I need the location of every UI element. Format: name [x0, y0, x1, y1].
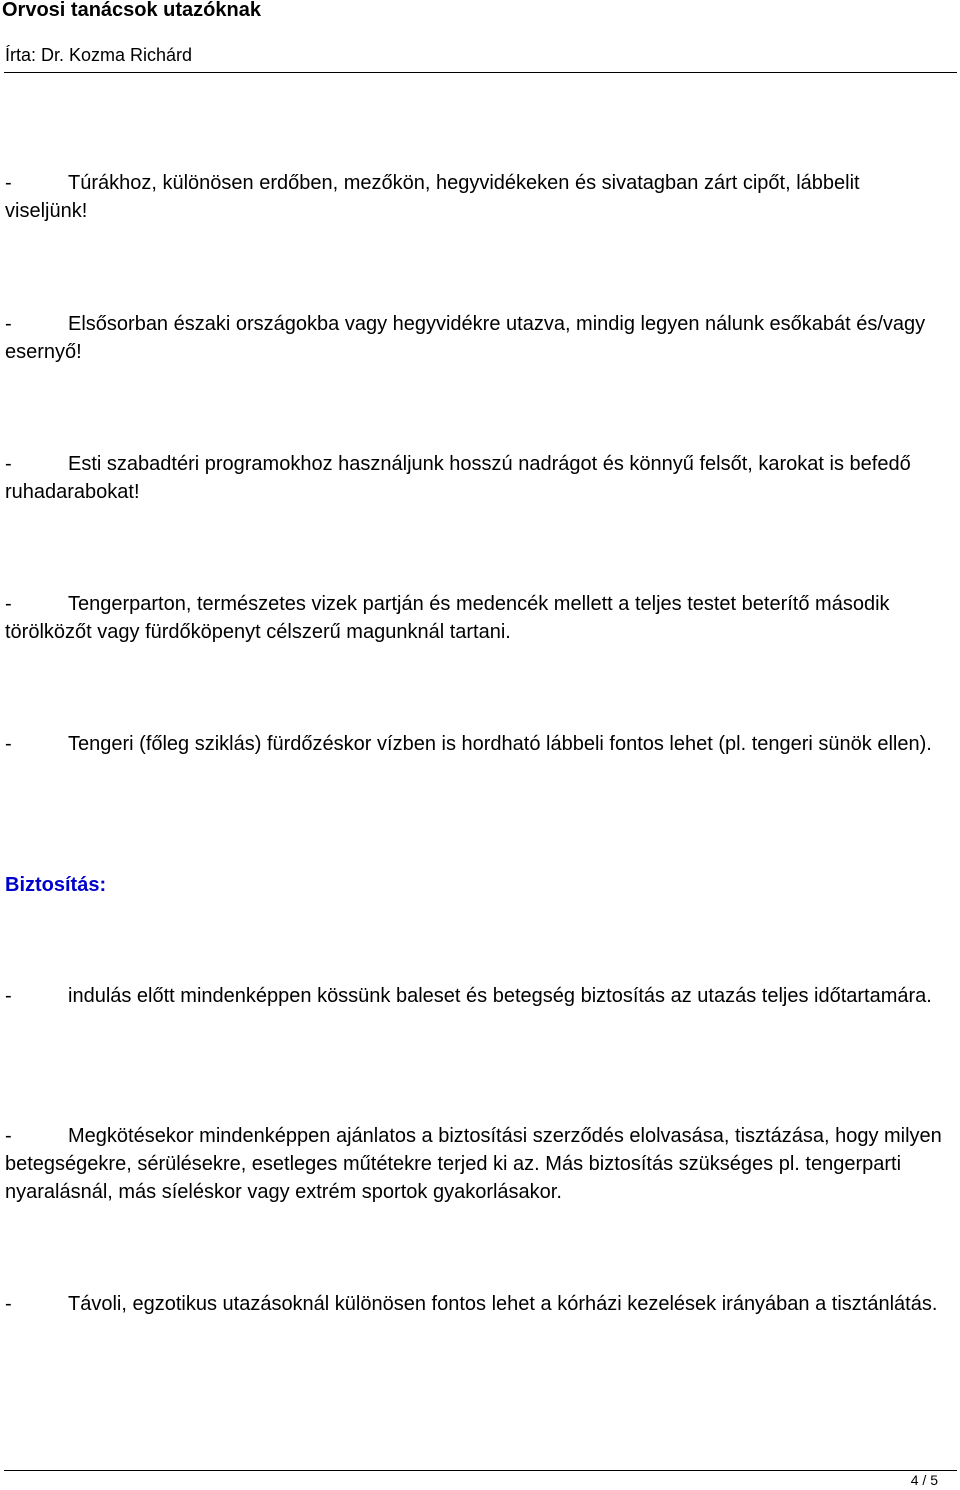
footer-divider: [4, 1470, 957, 1471]
page-number: 4 / 5: [910, 1472, 938, 1488]
document-author: Írta: Dr. Kozma Richárd: [5, 45, 193, 65]
paragraph-text: Távoli, egzotikus utazásoknál különösen fontos lehet a kórházi kezelések irányában a tisztánlátás.: [68, 1293, 938, 1315]
paragraph-text: Elsősorban északi országokba vagy hegyvidékre utazva, mindig legyen nálunk esőkabát és/vagy esernyő!: [5, 313, 926, 363]
header-divider: [4, 72, 957, 73]
paragraph-raincoat: [5, 310, 945, 366]
bullet-dash: -: [5, 172, 12, 194]
paragraph-insurance-contract: [5, 1122, 945, 1206]
paragraph-water-shoes: [5, 730, 945, 758]
paragraph-footwear: [5, 169, 945, 225]
document-title: Orvosi tanácsok utazóknak: [2, 0, 261, 21]
bullet-dash: -: [5, 985, 12, 1007]
paragraph-text: Túrákhoz, különösen erdőben, mezőkön, hegyvidékeken és sivatagban zárt cipőt, lábbelit viseljünk!: [5, 172, 860, 222]
bullet-dash: -: [5, 1293, 12, 1315]
paragraph-text: Tengerparton, természetes vizek partján és medencék mellett a teljes testet beterítő második törölközőt vagy fürdőköpenyt célszerű magunknál tartani.: [5, 593, 890, 643]
paragraph-exotic-travel: [5, 1290, 945, 1318]
paragraph-text: Megkötésekor mindenképpen ajánlatos a biztosítási szerződés elolvasása, tisztázása, hogy milyen betegségekre, sérülésekre, esetleges műtétekre terjed ki az. Más biztosítás szükséges pl. tengerparti nyaralásnál, más síeléskor vagy extrém sportok gyakorlásakor.: [5, 1125, 942, 1203]
bullet-dash: -: [5, 453, 12, 475]
paragraph-evening-clothing: [5, 450, 945, 506]
bullet-dash: -: [5, 593, 12, 615]
paragraph-text: indulás előtt mindenképpen kössünk baleset és betegség biztosítás az utazás teljes időtartamára.: [68, 985, 932, 1007]
paragraph-towel: [5, 590, 945, 646]
bullet-dash: -: [5, 313, 12, 335]
bullet-dash: -: [5, 733, 12, 755]
paragraph-text: Esti szabadtéri programokhoz használjunk hosszú nadrágot és könnyű felsőt, karokat is befedő ruhadarabokat!: [5, 453, 911, 503]
paragraph-insurance-before-departure: [5, 982, 945, 1010]
bullet-dash: -: [5, 1125, 12, 1147]
section-heading-insurance: Biztosítás:: [5, 874, 107, 896]
paragraph-text: Tengeri (főleg sziklás) fürdőzéskor vízben is hordható lábbeli fontos lehet (pl. tengeri sünök ellen).: [68, 733, 932, 755]
